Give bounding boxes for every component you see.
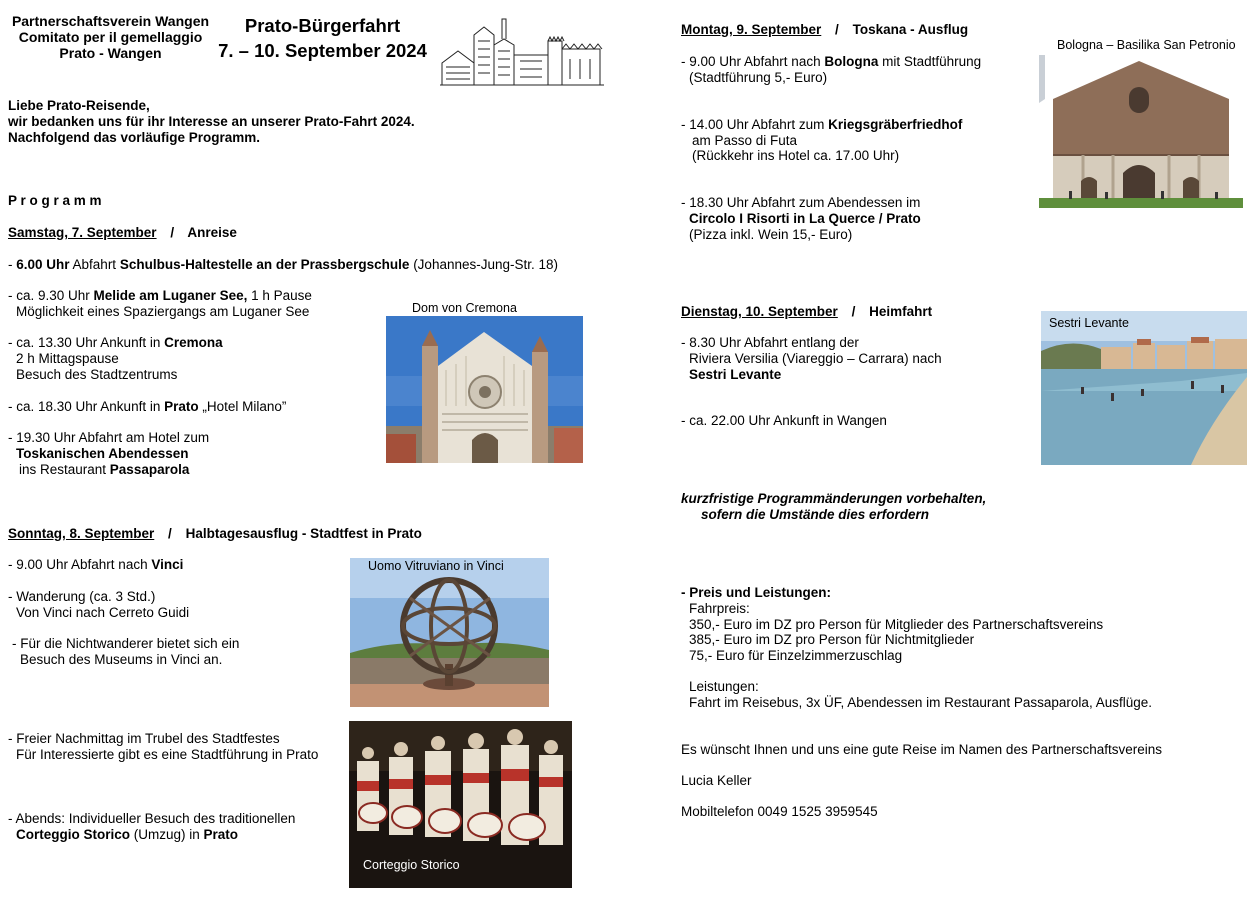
prices-heading: - Preis und Leistungen: — [681, 585, 832, 600]
signature-name: Lucia Keller — [681, 773, 752, 788]
corteggio-photo-caption: Corteggio Storico — [363, 858, 460, 872]
bologna-time: - 9.00 Uhr Abfahrt nach — [681, 54, 825, 69]
title-line-2: 7. – 10. September 2024 — [218, 40, 427, 61]
cathedral-sketch-icon — [440, 15, 605, 87]
day4-date: Dienstag, 10. September — [681, 304, 838, 319]
day4-item-departure: - 8.30 Uhr Abfahrt entlang der — [681, 335, 859, 350]
org-line-1: Partnerschaftsverein Wangen — [11, 13, 210, 29]
day2-date: Sonntag, 8. September — [8, 526, 155, 541]
day2-separator: / — [168, 526, 172, 541]
day3-separator: / — [835, 22, 839, 37]
vitruvian-sculpture-photo — [350, 558, 549, 707]
corteggio-text: (Umzug) in — [130, 827, 204, 842]
melide-pause: 1 h Pause — [247, 288, 312, 303]
sestri-photo-caption: Sestri Levante — [1049, 316, 1129, 330]
day1-melide-walk: Möglichkeit eines Spaziergangs am Luganer See — [16, 304, 310, 319]
fare-members: 350,- Euro im DZ pro Person für Mitglieder des Partnerschaftsvereins — [689, 617, 1104, 632]
services-list: Fahrt im Reisebus, 3x ÜF, Abendessen im Restaurant Passaparola, Ausflüge. — [689, 695, 1152, 710]
program-change-condition: sofern die Umstände dies erfordern — [701, 507, 930, 522]
contact-phone: Mobiltelefon 0049 1525 3959545 — [681, 804, 878, 819]
cremona-time: - ca. 13.30 Uhr Ankunft in — [8, 335, 165, 350]
day2-item-hike: - Wanderung (ca. 3 Std.) — [8, 589, 156, 604]
cemetery-time: - 14.00 Uhr Abfahrt zum — [681, 117, 829, 132]
day4-topic: Heimfahrt — [869, 304, 933, 319]
day2-museum-visit: Besuch des Museums in Vinci an. — [20, 652, 223, 667]
day2-topic: Halbtagesausflug - Stadtfest in Prato — [185, 526, 422, 541]
day2-item-museum: - Für die Nichtwanderer bietet sich ein — [12, 636, 240, 651]
fare-label: Fahrpreis: — [689, 601, 750, 616]
day1-heading — [8, 225, 237, 241]
day1-dinner-title: Toskanischen Abendessen — [16, 446, 189, 461]
day3-item-dinner: - 18.30 Uhr Abfahrt zum Abendessen im — [681, 195, 921, 210]
departure-text: Abfahrt — [69, 257, 120, 272]
day2-item-evening: - Abends: Individueller Besuch des traditionellen — [8, 811, 296, 826]
bullet-dash: - — [8, 257, 17, 272]
cremona-cathedral-photo — [386, 316, 583, 463]
day3-heading — [681, 22, 968, 38]
departure-place: Schulbus-Haltestelle an der Prassbergschule — [119, 257, 410, 272]
prato-arrival-time: - ca. 18.30 Uhr Ankunft in — [8, 399, 165, 414]
sestri-levante-photo — [1041, 311, 1247, 465]
day3-pizza-price: (Pizza inkl. Wein 15,- Euro) — [689, 227, 853, 242]
org-line-3: Prato - Wangen — [59, 45, 162, 61]
program-heading: P r o g r a m m — [8, 193, 102, 208]
fare-single-room: 75,- Euro für Einzelzimmerzuschlag — [689, 648, 903, 663]
fare-non-members: 385,- Euro im DZ pro Person für Nichtmitglieder — [689, 632, 975, 647]
day2-item-afternoon: - Freier Nachmittag im Trubel des Stadtfestes — [8, 731, 280, 746]
intro-program-note: Nachfolgend das vorläufige Programm. — [8, 130, 261, 145]
cemetery-place: Kriegsgräberfriedhof — [828, 117, 963, 132]
melide-place: Melide am Luganer See, — [93, 288, 248, 303]
day1-dinner-restaurant — [19, 462, 189, 478]
day1-lunch-break: 2 h Mittagspause — [16, 351, 119, 366]
bologna-basilica-photo — [1039, 55, 1243, 208]
day4-item-arrival: - ca. 22.00 Uhr Ankunft in Wangen — [681, 413, 887, 428]
day1-item-prato-arrival — [8, 399, 286, 415]
day3-dinner-venue: Circolo I Risorti in La Querce / Prato — [689, 211, 921, 226]
corteggio-storico-photo — [349, 721, 572, 888]
cremona-place: Cremona — [164, 335, 223, 350]
document-title — [215, 13, 430, 63]
departure-time: 6.00 Uhr — [16, 257, 70, 272]
day2-city-tour: Für Interessierte gibt es eine Stadtführung in Prato — [16, 747, 319, 762]
day3-item-cemetery — [681, 117, 962, 133]
day4-sestri-levante: Sestri Levante — [689, 367, 782, 382]
day2-heading — [8, 526, 427, 542]
day4-riviera-route: Riviera Versilia (Viareggio – Carrara) nach — [689, 351, 942, 366]
organization-name — [8, 13, 213, 61]
restaurant-name: Passaparola — [109, 462, 190, 477]
day1-date: Samstag, 7. September — [8, 225, 157, 240]
corteggio-city: Prato — [203, 827, 239, 842]
services-label: Leistungen: — [689, 679, 759, 694]
day2-item-vinci — [8, 557, 183, 573]
day3-tour-price: (Stadtführung 5,- Euro) — [689, 70, 828, 85]
day1-item-dinner: - 19.30 Uhr Abfahrt am Hotel zum — [8, 430, 210, 445]
day1-separator: / — [170, 225, 175, 240]
day3-return-note: (Rückkehr ins Hotel ca. 17.00 Uhr) — [692, 148, 900, 163]
restaurant-prefix: ins Restaurant — [19, 462, 110, 477]
intro-thanks: wir bedanken uns für ihr Interesse an unserer Prato-Fahrt 2024. — [8, 114, 415, 129]
bologna-place: Bologna — [824, 54, 879, 69]
hotel-name: „Hotel Milano” — [198, 399, 287, 414]
vinci-time: - 9.00 Uhr Abfahrt nach — [8, 557, 152, 572]
day1-item-melide — [8, 288, 312, 304]
day1-topic: Anreise — [187, 225, 237, 240]
corteggio-name: Corteggio Storico — [16, 827, 130, 842]
day3-date: Montag, 9. September — [681, 22, 822, 37]
departure-address: (Johannes-Jung-Str. 18) — [409, 257, 559, 272]
prato-place: Prato — [164, 399, 199, 414]
day3-passo-di-futa: am Passo di Futa — [692, 133, 798, 148]
vinci-photo-caption: Uomo Vitruviano in Vinci — [368, 559, 504, 573]
day1-item-departure — [8, 257, 558, 273]
program-change-notice: kurzfristige Programmänderungen vorbehalten, — [681, 491, 987, 506]
day3-item-bologna — [681, 54, 981, 70]
bologna-photo-caption: Bologna – Basilika San Petronio — [1057, 38, 1236, 52]
cremona-photo-caption: Dom von Cremona — [412, 301, 517, 315]
day2-corteggio — [16, 827, 238, 843]
org-line-2: Comitato per il gemellaggio — [18, 29, 203, 45]
day2-hike-route: Von Vinci nach Cerreto Guidi — [16, 605, 190, 620]
bologna-tour: mit Stadtführung — [878, 54, 982, 69]
day4-heading — [681, 304, 932, 320]
intro-greeting: Liebe Prato-Reisende, — [8, 98, 150, 113]
closing-wish: Es wünscht Ihnen und uns eine gute Reise im Namen des Partnerschaftsvereins — [681, 742, 1163, 757]
day1-city-visit: Besuch des Stadtzentrums — [16, 367, 178, 382]
day3-topic: Toskana - Ausflug — [852, 22, 969, 37]
title-line-1: Prato-Bürgerfahrt — [244, 15, 401, 36]
day1-item-cremona — [8, 335, 223, 351]
melide-time: - ca. 9.30 Uhr — [8, 288, 94, 303]
vinci-place: Vinci — [151, 557, 184, 572]
day4-separator: / — [851, 304, 856, 319]
